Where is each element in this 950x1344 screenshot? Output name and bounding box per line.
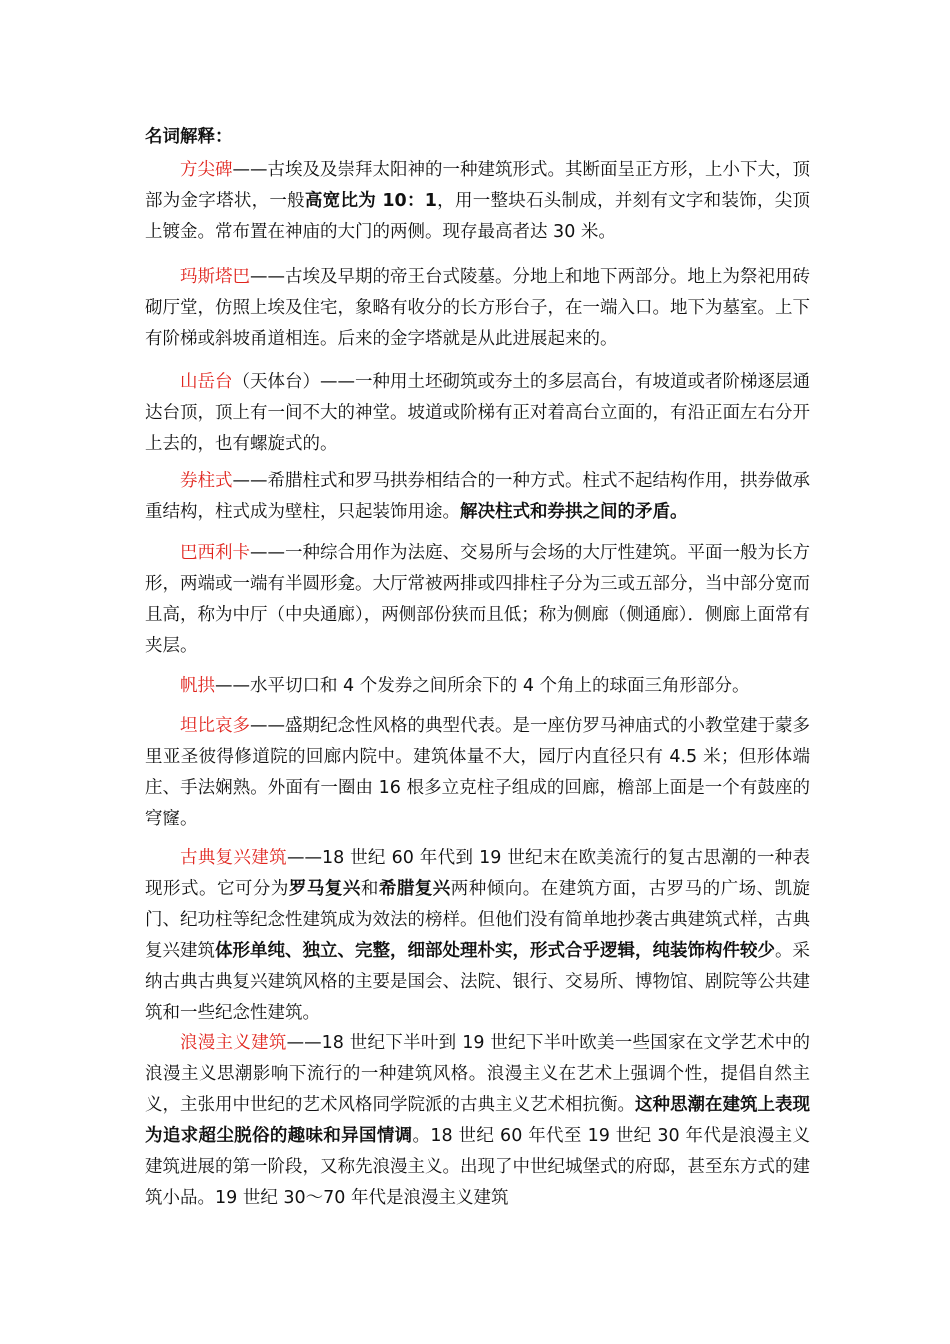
body-text: ——18 世纪 60 年代到 19 世纪末在欧美流行的复古思潮的一种表现形式。它可分为 <box>145 848 810 899</box>
bold-text: 高宽比为 10：1 <box>304 191 437 211</box>
body-text: ——古埃及早期的帝王台式陵墓。分地上和地下两部分。地上为祭祀用砖砌厅堂，仿照上埃及住宅，象略有收分的长方形台子，在一端入口。地下为墓室。上下有阶梯或斜坡甬道相连。后来的金字塔就是从此进展起来的。 <box>145 267 810 349</box>
term-label: 帆拱 <box>180 676 215 696</box>
entry-romanticism <box>145 1028 810 1214</box>
bold-text: 解决柱式和券拱之间的矛盾。 <box>460 502 688 522</box>
term-label: 巴西利卡 <box>180 543 250 563</box>
body-text: ——希腊柱式和罗马拱券相结合的一种方式。柱式不起结构作用，拱券做承重结构，柱式成为壁柱，只起装饰用途。 <box>145 471 810 522</box>
term-label: 坦比哀多 <box>180 716 250 736</box>
term-label: 山岳台 <box>180 372 233 392</box>
bold-text: 体形单纯、独立、完整，细部处理朴实，形式合乎逻辑，纯装饰构件较少 <box>215 941 775 961</box>
entry-obelisk <box>145 155 810 248</box>
page-heading: 名词解释： <box>145 127 233 147</box>
body-text: ——一种综合用作为法庭、交易所与会场的大厅性建筑。平面一般为长方形，两端或一端有半圆形龛。大厅常被两排或四排柱子分为三或五部分，当中部分宽而且高，称为中厅（中央通廊），两侧部份狭而且低；称为侧廊（侧通廊）．侧廊上面常有夹层。 <box>145 543 810 656</box>
entry-pendentive <box>145 671 810 702</box>
term-label: 券柱式 <box>180 471 233 491</box>
body-text: 和 <box>360 879 379 899</box>
entry-tempietto <box>145 711 810 835</box>
body-text: ——古埃及及崇拜太阳神的一种建筑形式。其断面呈正方形，上小下大，顶部为金字塔状，一般 <box>145 160 810 211</box>
body-text: 。采纳古典古典复兴建筑风格的主要是国会、法院、银行、交易所、博物馆、剧院等公共建筑和一些纪念性建筑。 <box>145 941 810 1023</box>
body-text: ——水平切口和 4 个发券之间所余下的 4 个角上的球面三角形部分。 <box>215 676 750 696</box>
body-text: （天体台）——一种用土坯砌筑或夯土的多层高台，有坡道或者阶梯逐层通达台顶，顶上有一间不大的神堂。坡道或阶梯有正对着高台立面的，有沿正面左右分开上去的，也有螺旋式的。 <box>145 372 810 454</box>
entry-ziggurat <box>145 367 810 460</box>
bold-text: 希腊复兴 <box>378 879 451 899</box>
term-label: 玛斯塔巴 <box>180 267 250 287</box>
entry-arch-order <box>145 466 810 528</box>
term-label: 古典复兴建筑 <box>180 848 287 868</box>
entry-mastaba <box>145 262 810 355</box>
body-text: ——盛期纪念性风格的典型代表。是一座仿罗马神庙式的小教堂建于蒙多里亚圣彼得修道院的回廊内院中。建筑体量不大，园厅内直径只有 4.5 米；但形体端庄、手法娴熟。外面有一圈由 16 根多立克柱子组成的回廊，檐部上面是一个有鼓座的穹窿。 <box>145 716 810 829</box>
term-label: 方尖碑 <box>180 160 233 180</box>
term-label: 浪漫主义建筑 <box>180 1033 287 1053</box>
body-text: ，用一整块石头制成，并刻有文字和装饰，尖顶上镀金。常布置在神庙的大门的两侧。现存最高者达 30 米。 <box>145 191 811 242</box>
body-text: ——18 世纪下半叶到 19 世纪下半叶欧美一些国家在文学艺术中的浪漫主义思潮影响下流行的一种建筑风格。浪漫主义在艺术上强调个性，提倡自然主义，主张用中世纪的艺术风格同学院派的古典主义艺术相抗衡。 <box>145 1033 811 1115</box>
entry-basilica <box>145 538 810 662</box>
body-text: 两种倾向。在建筑方面，古罗马的广场、凯旋门、纪功柱等纪念性建筑成为效法的榜样。但他们没有简单地抄袭古典建筑式样，古典复兴建筑 <box>145 879 811 961</box>
bold-text: 这种思潮在建筑上表现为追求超尘脱俗的趣味和异国情调 <box>145 1095 810 1146</box>
bold-text: 罗马复兴 <box>288 879 361 899</box>
body-text: 。18 世纪 60 年代至 19 世纪 30 年代是浪漫主义建筑进展的第一阶段，又称先浪漫主义。出现了中世纪城堡式的府邸，甚至东方式的建筑小品。19 世纪 30～70 年代是浪漫主义建筑 <box>145 1126 811 1208</box>
entry-classical-revival <box>145 843 810 1029</box>
